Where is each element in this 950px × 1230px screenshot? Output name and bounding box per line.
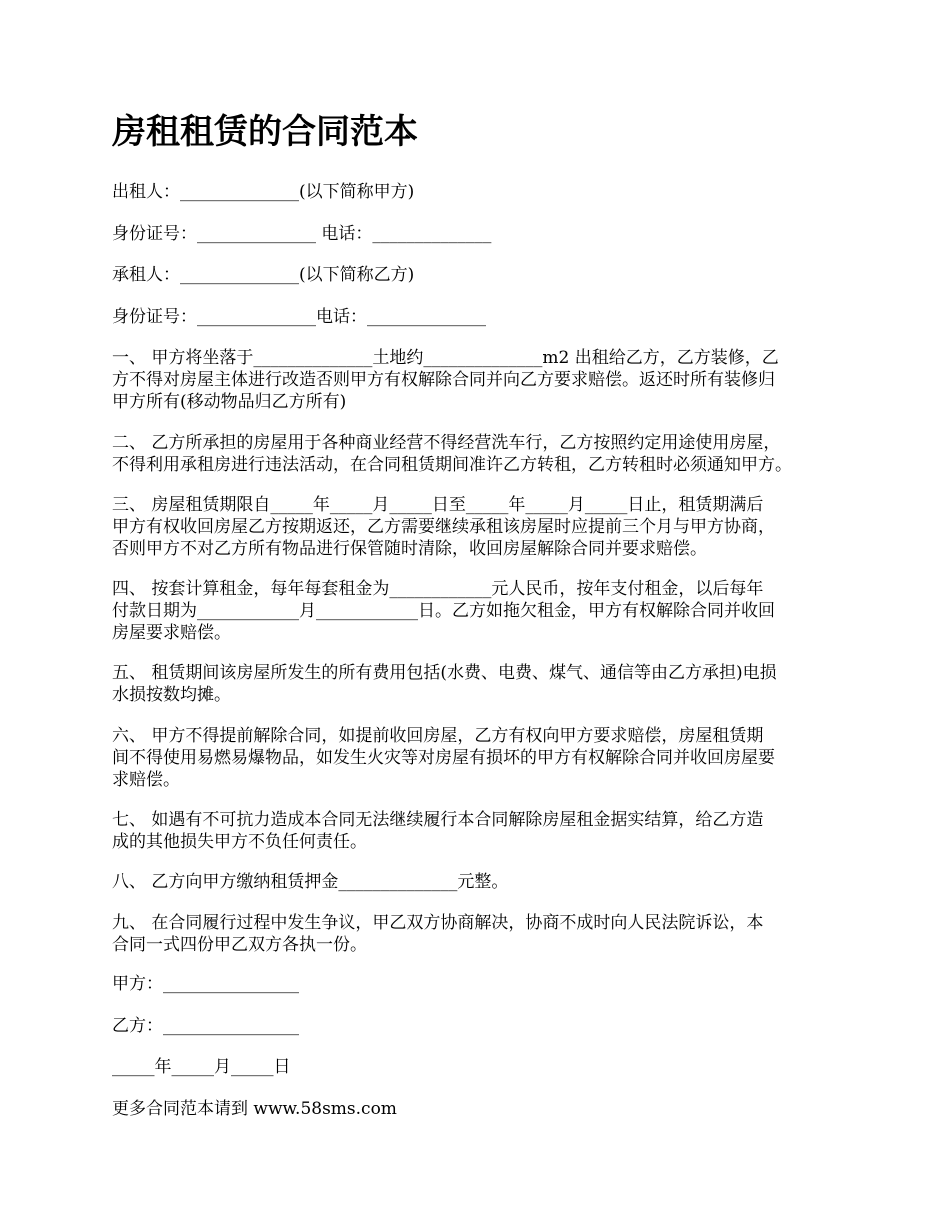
lessee-id-phone-field: 身份证号：______________电话：______________ (112, 307, 486, 327)
clause-line: 四、 按套计算租金，每年每套租金为____________元人民币，按年支付租金，以后每年 (112, 579, 764, 599)
clause-line: 不得利用承租房进行违法活动，在合同租赁期间准许乙方转租，乙方转租时必须通知甲方。 (112, 455, 792, 475)
clause-line: 水损按数均摊。 (112, 685, 231, 705)
clause-8 (112, 871, 857, 893)
signature-party-b: 乙方：________________ (112, 1016, 299, 1036)
clause-line: 房屋要求赔偿。 (112, 623, 231, 643)
document-title: 房租租赁的合同范本 (112, 112, 418, 152)
clause-line: 甲方有权收回房屋乙方按期返还，乙方需要继续承租该房屋时应提前三个月与甲方协商， (112, 517, 775, 537)
clause-line: 求赔偿。 (112, 770, 180, 790)
clause-line: 付款日期为____________月____________日。乙方如拖欠租金，甲方有权解除合同并收回 (112, 601, 775, 621)
clause-3 (112, 494, 857, 560)
clause-line: 八、 乙方向甲方缴纳租赁押金______________元整。 (112, 872, 509, 892)
footer-link: 更多合同范本请到 www.58sms.com (112, 1099, 397, 1119)
signature-date: _____年_____月_____日 (112, 1057, 291, 1077)
clause-4 (112, 578, 857, 644)
clause-9 (112, 912, 857, 956)
clause-line: 成的其他损失甲方不负任何责任。 (112, 832, 367, 852)
clause-line: 六、 甲方不得提前解除合同，如提前收回房屋，乙方有权向甲方要求赔偿，房屋租赁期 (112, 726, 764, 746)
clause-line: 甲方所有(移动物品归乙方所有) (112, 392, 347, 412)
clause-line: 方不得对房屋主体进行改造否则甲方有权解除合同并向乙方要求赔偿。返还时所有装修归 (112, 370, 775, 390)
clause-line: 间不得使用易燃易爆物品，如发生火灾等对房屋有损坏的甲方有权解除合同并收回房屋要 (112, 748, 775, 768)
clause-6 (112, 725, 857, 791)
clause-line: 二、 乙方所承担的房屋用于各种商业经营不得经营洗车行，乙方按照约定用途使用房屋， (112, 433, 781, 453)
clause-line: 九、 在合同履行过程中发生争议，甲乙双方协商解决，协商不成时向人民法院诉讼，本 (112, 913, 764, 933)
lessor-field: 出租人：______________(以下简称甲方) (112, 182, 415, 202)
signature-party-a: 甲方：________________ (112, 974, 299, 994)
clause-1 (112, 347, 857, 413)
clause-7 (112, 809, 857, 853)
clause-2 (112, 432, 857, 476)
clause-line: 一、 甲方将坐落于______________土地约______________m2 出租给乙方，乙方装修，乙 (112, 348, 779, 368)
lessor-id-phone-field: 身份证号：______________ 电话：______________ (112, 224, 492, 244)
clause-line: 七、 如遇有不可抗力造成本合同无法继续履行本合同解除房屋租金据实结算，给乙方造 (112, 810, 764, 830)
clause-line: 合同一式四份甲乙双方各执一份。 (112, 935, 367, 955)
clause-5 (112, 662, 857, 706)
lessee-field: 承租人：______________(以下简称乙方) (112, 265, 415, 285)
clause-line: 三、 房屋租赁期限自_____年_____月_____日至_____年_____月_____日止，租赁期满后 (112, 495, 764, 515)
clause-line: 五、 租赁期间该房屋所发生的所有费用包括(水费、电费、煤气、通信等由乙方承担)电损 (112, 663, 777, 683)
clause-line: 否则甲方不对乙方所有物品进行保管随时清除，收回房屋解除合同并要求赔偿。 (112, 539, 707, 559)
